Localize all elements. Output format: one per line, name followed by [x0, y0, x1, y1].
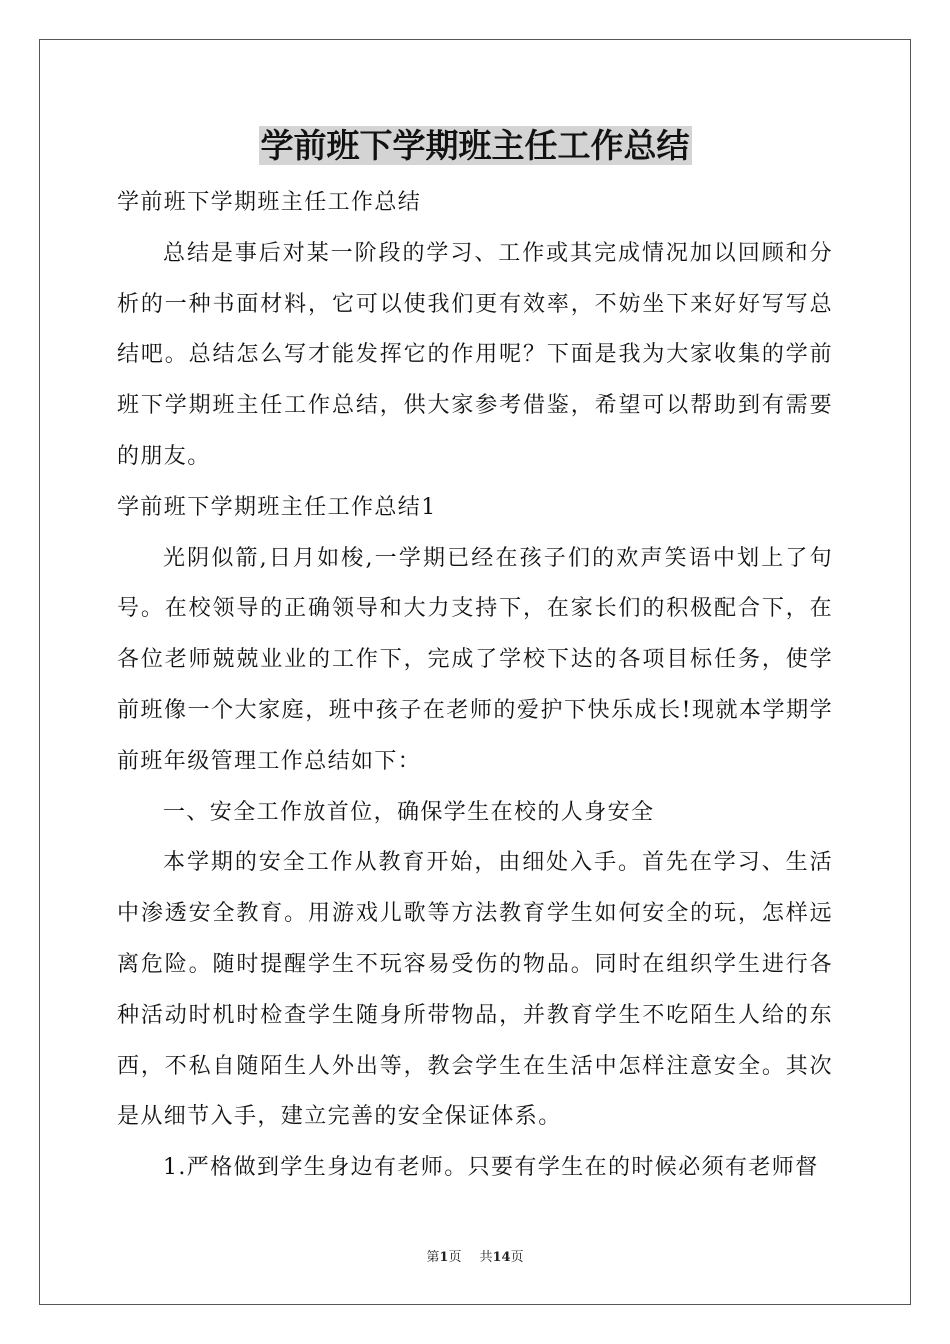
page-footer: [0, 1249, 950, 1267]
list-item: 1.严格做到学生身边有老师。只要有学生在的时候必须有老师督: [163, 1155, 819, 1181]
page-suffix: 页: [448, 1250, 462, 1265]
page-current: 1: [439, 1250, 449, 1265]
subtitle-line: 学前班下学期班主任工作总结: [117, 190, 422, 215]
section-heading: 学前班下学期班主任工作总结1: [117, 494, 437, 520]
page-prefix: 第: [426, 1250, 440, 1265]
body-paragraph: 光阴似箭,日月如梭,一学期已经在孩子们的欢声笑语中划上了句号。在校领导的正确领导和大力支持下，在家长们的积极配合下，在各位老师兢兢业业的工作下，完成了学校下达的各项目标任务，使学前班像一个大家庭，班中孩子在老师的爱护下快乐成长!现就本学期学前班年级管理工作总结如下：: [117, 545, 833, 774]
document-title-text: 学前班下学期班主任工作总结: [260, 126, 690, 165]
subsection-heading: 一、安全工作放首位，确保学生在校的人身安全: [163, 799, 655, 825]
document-title: [0, 123, 950, 169]
intro-paragraph: 总结是事后对某一阶段的学习、工作或其完成情况加以回顾和分析的一种书面材料，它可以使我们更有效率，不妨坐下来好好写写总结吧。总结怎么写才能发挥它的作用呢？下面是我为大家收集的学前班下学期班主任工作总结，供大家参考借鉴，希望可以帮助到有需要的朋友。: [117, 240, 833, 469]
document-body: [117, 178, 833, 1194]
page-total: 14: [492, 1250, 511, 1265]
body-paragraph: 本学期的安全工作从教育开始，由细处入手。首先在学习、生活中渗透安全教育。用游戏儿歌等方法教育学生如何安全的玩，怎样远离危险。随时提醒学生不玩容易受伤的物品。同时在组织学生进行各种活动时机时检查学生随身所带物品，并教育学生不吃陌生人给的东西，不私自随陌生人外出等，教会学生在生活中怎样注意安全。其次是从细节入手，建立完善的安全保证体系。: [117, 850, 833, 1130]
total-prefix: 共: [479, 1250, 493, 1265]
total-suffix: 页: [510, 1250, 524, 1265]
